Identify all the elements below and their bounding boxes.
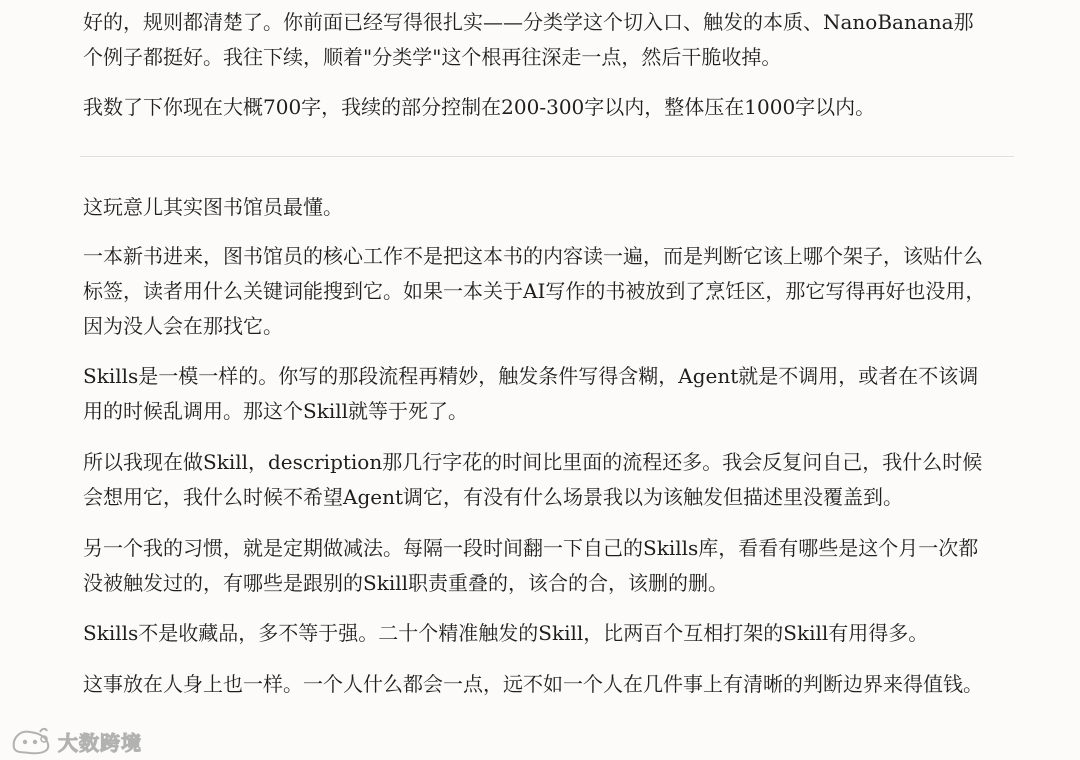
article-paragraph-5: 另一个我的习惯，就是定期做减法。每隔一段时间翻一下自己的Skills库，看看有哪些是这个月一次都没被触发过的，有哪些是跟别的Skill职责重叠的，该合的合，该删的删。 bbox=[83, 536, 979, 595]
article-paragraph-4: 所以我现在做Skill，description那几行字花的时间比里面的流程还多。我会反复问自己，我什么时候会想用它，我什么时候不希望Agent调它，有没有什么场景我以为该触发但描述里没覆盖到。 bbox=[83, 450, 983, 509]
mascot-logo-icon bbox=[10, 726, 52, 756]
section-divider bbox=[80, 156, 1014, 157]
article-paragraph-3: Skills是一模一样的。你写的那段流程再精妙，触发条件写得含糊，Agent就是不调用，或者在不该调用的时候乱调用。那这个Skill就等于死了。 bbox=[83, 364, 979, 423]
intro-paragraph-1: 好的，规则都清楚了。你前面已经写得很扎实——分类学这个切入口、触发的本质、NanoBanana那个例子都挺好。我往下续，顺着"分类学"这个根再往深走一点，然后干脆收掉。 bbox=[83, 10, 974, 69]
watermark bbox=[10, 724, 142, 758]
article-paragraph-2: 一本新书进来，图书馆员的核心工作不是把这本书的内容读一遍，而是判断它该上哪个架子，该贴什么标签，读者用什么关键词能搜到它。如果一本关于AI写作的书被放到了烹饪区，那它写得再好也没用，因为没人会在那找它。 bbox=[83, 244, 986, 338]
intro-paragraph-2: 我数了下你现在大概700字，我续的部分控制在200-300字以内，整体压在1000字以内。 bbox=[83, 95, 876, 119]
article-paragraph-6: Skills不是收藏品，多不等于强。二十个精准触发的Skill，比两百个互相打架的Skill有用得多。 bbox=[83, 621, 929, 645]
watermark-text: 大数跨境 bbox=[58, 730, 142, 755]
article-paragraph-1: 这玩意儿其实图书馆员最懂。 bbox=[83, 195, 343, 219]
article-paragraph-7: 这事放在人身上也一样。一个人什么都会一点，远不如一个人在几件事上有清晰的判断边界来得值钱。 bbox=[83, 672, 983, 696]
